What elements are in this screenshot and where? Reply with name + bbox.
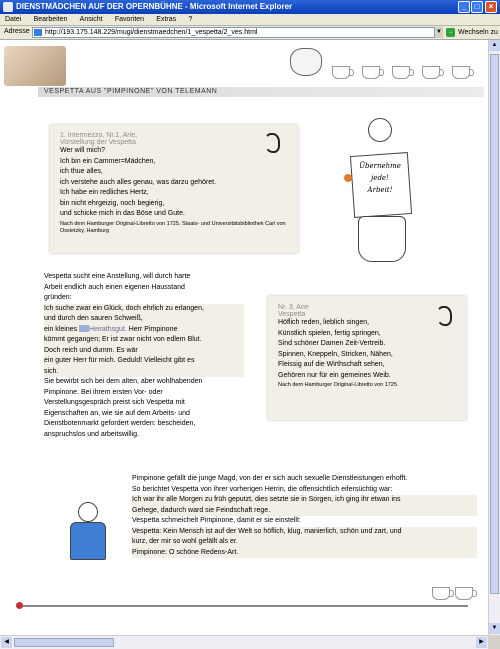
para1-outro: Dienstbotenmarkt gefordert werden: bescheiden,: [44, 420, 196, 427]
maid-portrait-head: [78, 502, 98, 522]
hand-with-tray-illustration: [4, 46, 66, 86]
note2-line: Sind schöner Damen Zeit-Vertreib.: [278, 340, 386, 347]
para1-quote: Doch reich und dumm. Es wär: [44, 346, 244, 357]
heirathsgut-link[interactable]: Heirathsgut.: [89, 325, 127, 333]
para1-quote-part: Herr Pimpinone: [126, 325, 178, 333]
vertical-scroll-thumb[interactable]: [490, 54, 499, 594]
page-header: [0, 40, 488, 90]
maid-with-sign-illustration: [340, 118, 425, 273]
para2-line: Vespetta schmeichelt Pimpinone, damit er sie einstellt:: [132, 517, 301, 524]
para2-quote: Ich war ihr alle Morgen zu früh geputzt, dies setzte sie in Sorgen, ich ging ihr etwan ins: [132, 495, 477, 506]
maid-head: [368, 118, 392, 142]
cup-icon: [452, 66, 470, 79]
note2-line: Fleissig auf die Wirthschaft sehen,: [278, 361, 385, 368]
note1-subheading: Vorstellung der Vespetta: [60, 139, 136, 146]
scroll-right-icon[interactable]: ▶: [476, 637, 487, 648]
image-link-icon[interactable]: [79, 325, 89, 332]
para1-quote: Ich suche zwar ein Glück, doch ehrlich zu erlangen,: [44, 304, 244, 315]
menu-ansicht[interactable]: Ansicht: [79, 16, 103, 23]
horizontal-scroll-thumb[interactable]: [14, 638, 114, 647]
note1-source: Nach dem Hamburger Original-Libretto von 1725. Staats- und Universitätsbibliothek Carl von Ossietzky, Hamburg: [60, 220, 286, 234]
paragraph-1: [44, 272, 244, 440]
note1-line: Ich bin ein Cammer=Mädchen,: [60, 157, 156, 165]
close-button[interactable]: ×: [485, 1, 497, 13]
para1-quote: sich.: [44, 367, 244, 378]
menu-bearbeiten[interactable]: Bearbeiten: [33, 16, 68, 23]
sign-line: jede!: [371, 174, 389, 182]
address-dropdown-icon[interactable]: ▼: [434, 27, 443, 38]
menu-help[interactable]: ?: [188, 16, 193, 23]
para1-outro: anspruchslos und arbeitswillig.: [44, 430, 139, 438]
para1-quote: kömmt gegangen; Er ist zwar nicht von edlem Blut.: [44, 335, 244, 346]
para2-line: Pimpinone gefällt die junge Magd, von der er sich auch sexuelle Dienstleistungen erhofft.: [132, 475, 408, 482]
knitting-needle-divider: [20, 605, 468, 607]
libretto-note-2: [268, 296, 466, 420]
maximize-button[interactable]: □: [471, 1, 483, 13]
window-title: DIENSTMÄDCHEN AUF DER OPERNBÜHNE - Microsoft Internet Explorer: [16, 2, 293, 11]
para1-outro: Eigenschaften an, wie sie auf dem Arbeits- und: [44, 409, 190, 417]
para2-quote: Gehege, dadurch ward sie Feindschaft rege.: [132, 506, 477, 517]
para1-outro: Sie bewirbt sich bei dem alten, aber wohlhabenden: [44, 378, 203, 385]
teapot-icon: [290, 48, 322, 76]
page-viewport: [0, 40, 488, 635]
note1-line: ich thue alles,: [60, 168, 103, 175]
sign-line: Übernehme: [359, 162, 401, 170]
note2-line: Spinnen, Kneppeln, Stricken, Nähen,: [278, 350, 393, 358]
note2-line: Höflich reden, lieblich singen,: [278, 319, 370, 326]
para1-quote: ein guter Herr für mich. Geduld! Vielleicht gibt es: [44, 356, 244, 367]
para1-intro: gründen:: [44, 294, 72, 301]
para1-intro: Arbeit endlich auch einen eigenen Hausstand: [44, 283, 185, 291]
vertical-scrollbar[interactable]: [488, 40, 500, 635]
note1-line: Wer will mich?: [60, 147, 105, 154]
minimize-button[interactable]: _: [458, 1, 470, 13]
para1-outro: Pimpinone. Bei ihrem ersten Vor- oder: [44, 388, 163, 396]
note2-source: Nach dem Hamburger Original-Libretto von 1725.: [278, 382, 399, 388]
audio-ear-icon[interactable]: [264, 133, 280, 153]
horizontal-scrollbar[interactable]: [0, 635, 488, 649]
menu-favoriten[interactable]: Favoriten: [114, 16, 145, 23]
para2-quote: Pimpinone: O schöne Redens-Art.: [132, 548, 477, 559]
scroll-down-icon[interactable]: ▼: [489, 623, 500, 634]
scroll-up-icon[interactable]: ▲: [489, 40, 500, 51]
para1-intro: Vespetta sucht eine Anstellung, will durch harte: [44, 273, 191, 280]
paragraph-2: [132, 474, 477, 558]
ie-icon: [3, 2, 13, 12]
para1-quote-part: ein kleines: [44, 325, 80, 333]
maid-skirt: [358, 216, 406, 262]
note2-line: Gehören nur für ein gemeines Weib.: [278, 371, 391, 379]
note1-line: bin nicht ehrgeizig, noch begierig,: [60, 199, 165, 207]
go-arrow-icon: →: [447, 29, 454, 35]
sign-line: Arbeit!: [367, 186, 393, 194]
window-title-bar: [0, 0, 500, 14]
menu-bar: [0, 14, 500, 26]
cup-icon: [362, 66, 380, 79]
para2-line: So berichtet Vespetta von ihrer vorherigen Herrin, die offensichtlich eifersüchtig war:: [132, 485, 393, 493]
note1-heading: 1. Intermezzo, Nr.1, Arie,: [60, 132, 138, 139]
para1-quote: und durch den sauren Schweiß,: [44, 314, 244, 325]
cup-icon: [332, 66, 350, 79]
menu-datei[interactable]: Datei: [5, 16, 22, 23]
audio-ear-icon[interactable]: [436, 306, 452, 326]
note1-line: ich verstehe auch alles genau, was darzu gehöret.: [60, 178, 217, 186]
address-input[interactable]: [32, 27, 442, 38]
cup-icon: [392, 66, 410, 79]
para2-quote: Vespetta: Kein Mensch ist auf der Welt so höflich, klug, manierlich, schön und zart, und: [132, 527, 477, 538]
scrollbar-corner: [488, 635, 500, 649]
menu-extras[interactable]: Extras: [156, 16, 177, 23]
para1-quote: [44, 325, 244, 336]
note2-subheading: Vespetta: [278, 311, 306, 318]
note2-line: Künstlich spielen, fertig springen,: [278, 329, 381, 337]
needle-head-icon: [16, 602, 23, 609]
maid-portrait-illustration: [66, 500, 110, 562]
note1-line: und schicke mich in das Böse und Gute.: [60, 210, 185, 217]
flower-icon: [344, 174, 352, 182]
address-url: http://193.175.148.229/mugi/dienstmaedchen/1_vespetta/2_ves.html: [45, 29, 258, 36]
page-icon: [34, 29, 42, 36]
para2-quote: kurz, der mir so wohl gefällt als er.: [132, 537, 477, 548]
go-label: Wechseln zu: [458, 29, 498, 36]
go-button[interactable]: [446, 27, 498, 38]
address-label: Adresse: [4, 28, 30, 35]
libretto-note-1: [50, 125, 298, 253]
scroll-left-icon[interactable]: ◀: [1, 637, 12, 648]
note2-heading: Nr. 3, Arie: [278, 304, 309, 311]
cup-icon: [432, 587, 450, 600]
address-bar: [0, 26, 500, 40]
maid-portrait-dress: [70, 522, 106, 560]
section-title: VESPETTA AUS "PIMPINONE" VON TELEMANN: [44, 88, 218, 95]
cup-icon: [455, 587, 473, 600]
cup-icon: [422, 66, 440, 79]
note1-line: Ich habe ein redliches Hertz,: [60, 189, 149, 196]
para1-outro: Verstellungsgespräch preist sich Vespetta mit: [44, 399, 185, 406]
